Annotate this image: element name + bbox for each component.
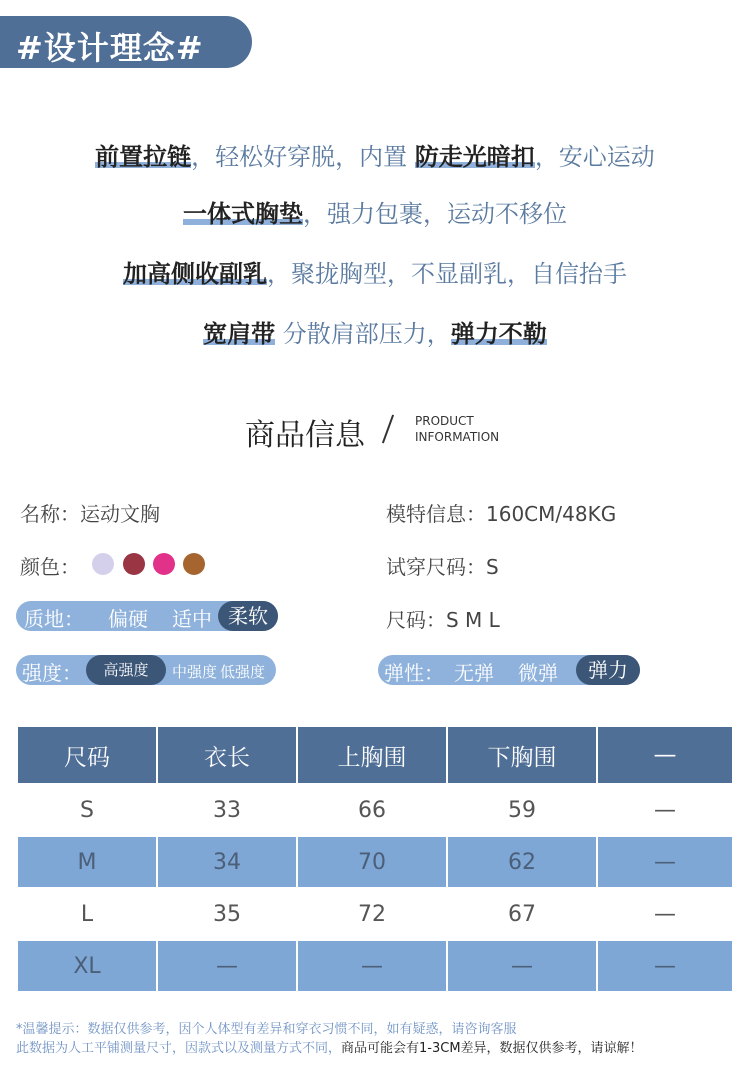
concept-line-3	[0, 254, 750, 289]
table-cell: 66	[298, 785, 446, 835]
table-cell: 70	[298, 837, 446, 887]
concept-text: 分散肩部压力，	[275, 320, 451, 348]
note-text: 此数据为人工平铺测量尺寸，因款式以及测量方式不同，	[16, 1041, 342, 1056]
product-name: 名称：运动文胸	[20, 502, 160, 526]
info-title-en-2: INFORMATION	[415, 430, 500, 444]
strength-selected: 高强度	[86, 655, 166, 685]
texture-option: 适中	[172, 607, 212, 631]
elasticity-option: 无弹	[454, 661, 494, 685]
table-cell: M	[18, 837, 156, 887]
texture-rating	[16, 601, 278, 631]
trial-size: 试穿尺码：S	[386, 555, 499, 579]
model-info: 模特信息：160CM/48KG	[386, 502, 617, 526]
color-swatch[interactable]	[183, 553, 205, 575]
color-swatch[interactable]	[153, 553, 175, 575]
highlight-text: 宽肩带	[203, 320, 276, 348]
strength-rating	[16, 655, 276, 685]
section-banner	[0, 16, 252, 68]
texture-option: 偏硬	[108, 607, 148, 631]
table-cell: 67	[448, 889, 596, 939]
table-cell: 33	[158, 785, 296, 835]
table-cell: —	[158, 941, 296, 991]
table-row	[18, 889, 732, 939]
elasticity-selected: 弹力	[576, 655, 640, 685]
concept-line-1	[0, 137, 750, 172]
strength-option: 中强度	[172, 663, 218, 681]
concept-text: ，强力包裹，运动不移位	[303, 200, 567, 228]
title-divider	[382, 415, 394, 444]
info-title-cn: 商品信息	[245, 418, 365, 453]
elasticity-option: 微弹	[518, 661, 558, 685]
table-cell: —	[598, 941, 732, 991]
table-cell: —	[448, 941, 596, 991]
table-cell: XL	[18, 941, 156, 991]
concept-text: ，轻松好穿脱，内置	[191, 143, 415, 171]
available-sizes: 尺码：S M L	[386, 608, 500, 632]
highlight-text: 前置拉链	[95, 143, 192, 171]
header-upper-bust: 上胸围	[298, 727, 446, 783]
table-row	[18, 941, 732, 991]
concept-line-4	[0, 314, 750, 349]
texture-label: 质地：	[24, 607, 84, 631]
table-cell: 34	[158, 837, 296, 887]
highlight-text: 加高侧收副乳	[123, 260, 267, 288]
table-cell: L	[18, 889, 156, 939]
concept-text: ，安心运动	[534, 143, 655, 171]
header-extra: —	[598, 727, 732, 783]
info-title-en	[415, 413, 499, 445]
table-cell: 35	[158, 889, 296, 939]
highlight-text: 一体式胸垫	[183, 200, 303, 228]
note-strong-text: 商品可能会有1-3CM差异，数据仅供参考，请谅解！	[341, 1041, 643, 1056]
color-label: 颜色：	[20, 555, 80, 579]
table-header-row	[18, 727, 732, 783]
elasticity-label: 弹性：	[384, 661, 444, 685]
table-cell: 62	[448, 837, 596, 887]
header-length: 衣长	[158, 727, 296, 783]
table-row	[18, 785, 732, 835]
header-size: 尺码	[18, 727, 156, 783]
size-table	[16, 725, 734, 993]
header-under-bust: 下胸围	[448, 727, 596, 783]
color-swatch[interactable]	[92, 553, 114, 575]
table-cell: —	[298, 941, 446, 991]
table-cell: S	[18, 785, 156, 835]
strength-label: 强度：	[22, 661, 82, 685]
highlight-text: 弹力不勒	[450, 320, 547, 348]
banner-title: #设计理念#	[16, 29, 204, 67]
note-line-2	[16, 1037, 643, 1056]
table-cell: —	[598, 837, 732, 887]
table-cell: —	[598, 785, 732, 835]
texture-selected: 柔软	[218, 601, 278, 631]
table-cell: —	[598, 889, 732, 939]
table-row	[18, 837, 732, 887]
highlight-text: 防走光暗扣	[414, 143, 535, 171]
note-line-1: *温馨提示：数据仅供参考，因个人体型有差异和穿衣习惯不同，如有疑惑，请咨询客服	[16, 1022, 517, 1037]
elasticity-rating	[378, 655, 640, 685]
table-cell: 72	[298, 889, 446, 939]
info-title-en-1: PRODUCT	[415, 414, 474, 428]
table-cell: 59	[448, 785, 596, 835]
strength-option: 低强度	[220, 663, 266, 681]
concept-text: ，聚拢胸型，不显副乳，自信抬手	[267, 260, 627, 288]
color-swatch[interactable]	[123, 553, 145, 575]
concept-line-2	[0, 194, 750, 229]
